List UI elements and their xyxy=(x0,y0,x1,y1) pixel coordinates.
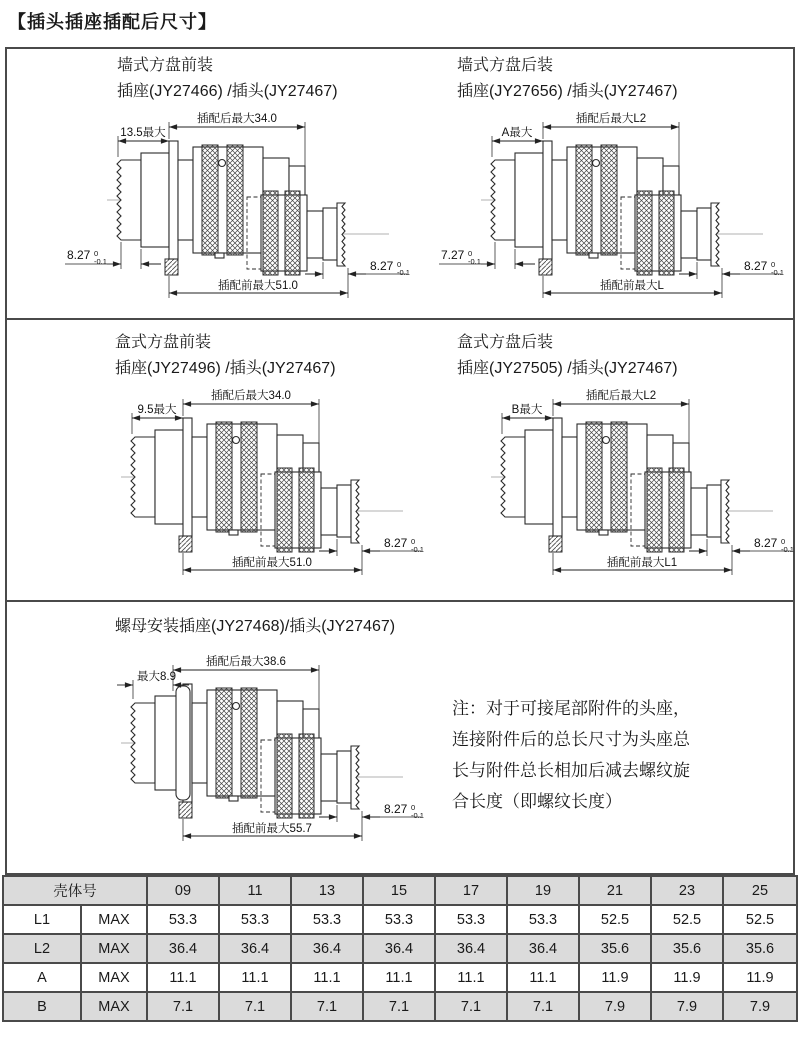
panel-title: 墙式方盘前装 xyxy=(117,57,214,74)
cell: 7.9 xyxy=(723,992,797,1021)
svg-text:0: 0 xyxy=(781,537,786,546)
spec-table xyxy=(2,875,798,1022)
panel-subtitle: 插座(JY27656) /插头(JY27467) xyxy=(457,83,678,100)
cell: 11.1 xyxy=(291,963,363,992)
param-label: A xyxy=(3,963,81,992)
connector-drawing-wall-rear xyxy=(429,108,794,304)
svg-text:-0.1: -0.1 xyxy=(94,257,107,266)
dim-left xyxy=(492,125,543,157)
cell: 36.4 xyxy=(507,934,579,963)
cell: 36.4 xyxy=(363,934,435,963)
connector-drawing-jam-nut xyxy=(69,651,434,847)
table-row xyxy=(3,992,797,1021)
cell: 35.6 xyxy=(651,934,723,963)
cell: 7.9 xyxy=(651,992,723,1021)
svg-text:插配后最大34.0: 插配后最大34.0 xyxy=(211,390,291,402)
panel-subtitle: 插座(JY27466) /插头(JY27467) xyxy=(117,83,338,100)
svg-text:-0.1: -0.1 xyxy=(781,545,794,554)
svg-text:插配前最大L: 插配前最大L xyxy=(600,280,664,292)
svg-text:最大8.9: 最大8.9 xyxy=(137,671,176,683)
panel-title: 墙式方盘后装 xyxy=(457,57,554,74)
dim-bottom xyxy=(543,276,722,298)
svg-text:-0.1: -0.1 xyxy=(468,257,481,266)
note-line: 长与附件总长相加后减去螺纹旋 xyxy=(452,761,690,780)
svg-text:8.27: 8.27 xyxy=(370,259,394,273)
svg-text:13.5最大: 13.5最大 xyxy=(120,127,166,139)
panel-title: 盒式方盘前装 xyxy=(115,334,212,351)
panel-subtitle: 插座(JY27505) /插头(JY27467) xyxy=(457,360,678,377)
header-shell-size: 壳体号 xyxy=(3,876,147,905)
cell: 11.1 xyxy=(507,963,579,992)
svg-text:7.27: 7.27 xyxy=(441,248,465,262)
cell: 11.1 xyxy=(435,963,507,992)
panel-wall-front xyxy=(45,54,420,304)
param-label: L2 xyxy=(3,934,81,963)
dim-bottom xyxy=(183,553,362,575)
page-title: 【插头插座插配后尺寸】 xyxy=(8,12,217,32)
section-divider xyxy=(7,600,793,602)
cell: 35.6 xyxy=(723,934,797,963)
connector-drawing-wall-front xyxy=(55,108,420,304)
header-size-19: 19 xyxy=(507,876,579,905)
cell: 11.9 xyxy=(723,963,797,992)
dim-bottom-right xyxy=(305,259,410,298)
svg-text:0: 0 xyxy=(94,249,99,258)
svg-text:8.27: 8.27 xyxy=(754,536,778,550)
svg-text:-0.1: -0.1 xyxy=(771,268,784,277)
cell: 36.4 xyxy=(219,934,291,963)
cell: 11.1 xyxy=(363,963,435,992)
cell: 11.1 xyxy=(147,963,219,992)
svg-text:插配后最大L2: 插配后最大L2 xyxy=(585,390,657,402)
svg-text:插配前最大L1: 插配前最大L1 xyxy=(606,557,678,569)
dim-bottom xyxy=(169,276,348,298)
dim-left xyxy=(118,125,169,157)
param-qualifier: MAX xyxy=(81,992,147,1021)
dim-bottom xyxy=(553,553,732,575)
cell: 35.6 xyxy=(579,934,651,963)
svg-text:-0.1: -0.1 xyxy=(411,545,424,554)
param-qualifier: MAX xyxy=(81,934,147,963)
drawings-box xyxy=(5,47,795,875)
dim-bottom-right xyxy=(319,536,424,575)
cell: 7.1 xyxy=(291,992,363,1021)
note-line: 合长度（即螺纹长度） xyxy=(452,792,622,811)
svg-text:插配后最大38.6: 插配后最大38.6 xyxy=(206,656,286,668)
cell: 53.3 xyxy=(363,905,435,934)
svg-text:0: 0 xyxy=(411,537,416,546)
param-label: B xyxy=(3,992,81,1021)
svg-text:插配后最大L2: 插配后最大L2 xyxy=(575,113,647,125)
dim-left xyxy=(132,402,183,434)
note-block xyxy=(452,693,787,817)
cell: 7.1 xyxy=(507,992,579,1021)
svg-text:8.27: 8.27 xyxy=(384,536,408,550)
jam-nut-ring xyxy=(176,686,190,800)
param-qualifier: MAX xyxy=(81,905,147,934)
svg-text:9.5最大: 9.5最大 xyxy=(137,404,177,416)
cell: 53.3 xyxy=(219,905,291,934)
header-size-09: 09 xyxy=(147,876,219,905)
svg-text:0: 0 xyxy=(411,803,416,812)
dim-bottom-right xyxy=(679,259,784,298)
header-size-23: 23 xyxy=(651,876,723,905)
cell: 7.1 xyxy=(147,992,219,1021)
header-size-11: 11 xyxy=(219,876,291,905)
header-size-21: 21 xyxy=(579,876,651,905)
panel-title: 盒式方盘后装 xyxy=(457,334,554,351)
note-line: 注：对于可接尾部附件的头座， xyxy=(452,699,690,718)
svg-text:0: 0 xyxy=(397,260,402,269)
svg-text:0: 0 xyxy=(771,260,776,269)
svg-text:-0.1: -0.1 xyxy=(411,811,424,820)
header-size-13: 13 xyxy=(291,876,363,905)
svg-text:8.27: 8.27 xyxy=(744,259,768,273)
dim-bottom xyxy=(183,819,362,841)
section-divider xyxy=(7,318,793,320)
svg-text:插配前最大51.0: 插配前最大51.0 xyxy=(218,280,298,292)
svg-text:8.27: 8.27 xyxy=(67,248,91,262)
table-row xyxy=(3,963,797,992)
header-size-25: 25 xyxy=(723,876,797,905)
connector-drawing-box-rear xyxy=(439,385,800,581)
cell: 11.9 xyxy=(651,963,723,992)
cell: 52.5 xyxy=(579,905,651,934)
table-row xyxy=(3,905,797,934)
svg-text:A最大: A最大 xyxy=(501,127,533,139)
connector-drawing-box-front xyxy=(69,385,434,581)
cell: 36.4 xyxy=(147,934,219,963)
cell: 11.9 xyxy=(579,963,651,992)
header-size-15: 15 xyxy=(363,876,435,905)
svg-text:插配前最大51.0: 插配前最大51.0 xyxy=(232,557,312,569)
panel-title: 螺母安装插座(JY27468)/插头(JY27467) xyxy=(115,618,396,635)
dim-bottom-right xyxy=(319,802,424,841)
note-line: 连接附件后的总长尺寸为头座总 xyxy=(452,730,690,749)
svg-text:插配后最大34.0: 插配后最大34.0 xyxy=(197,113,277,125)
svg-text:0: 0 xyxy=(468,249,473,258)
cell: 7.1 xyxy=(435,992,507,1021)
cell: 11.1 xyxy=(219,963,291,992)
svg-text:8.27: 8.27 xyxy=(384,802,408,816)
dim-bottom-right xyxy=(689,536,794,575)
table-row xyxy=(3,934,797,963)
cell: 52.5 xyxy=(651,905,723,934)
cell: 53.3 xyxy=(291,905,363,934)
cell: 7.1 xyxy=(363,992,435,1021)
svg-text:插配前最大55.7: 插配前最大55.7 xyxy=(232,823,312,835)
param-qualifier: MAX xyxy=(81,963,147,992)
header-size-17: 17 xyxy=(435,876,507,905)
cell: 53.3 xyxy=(435,905,507,934)
svg-text:-0.1: -0.1 xyxy=(397,268,410,277)
panel-wall-rear xyxy=(425,54,800,304)
table-header-row xyxy=(3,876,797,905)
cell: 36.4 xyxy=(291,934,363,963)
cell: 53.3 xyxy=(507,905,579,934)
cell: 53.3 xyxy=(147,905,219,934)
cell: 7.1 xyxy=(219,992,291,1021)
cell: 36.4 xyxy=(435,934,507,963)
panel-jam-nut xyxy=(59,615,434,847)
cell: 52.5 xyxy=(723,905,797,934)
svg-text:B最大: B最大 xyxy=(511,404,543,416)
dim-left xyxy=(502,402,553,434)
panel-box-front xyxy=(59,331,434,581)
panel-box-rear xyxy=(435,331,800,581)
panel-subtitle: 插座(JY27496) /插头(JY27467) xyxy=(115,360,336,377)
param-label: L1 xyxy=(3,905,81,934)
cell: 7.9 xyxy=(579,992,651,1021)
